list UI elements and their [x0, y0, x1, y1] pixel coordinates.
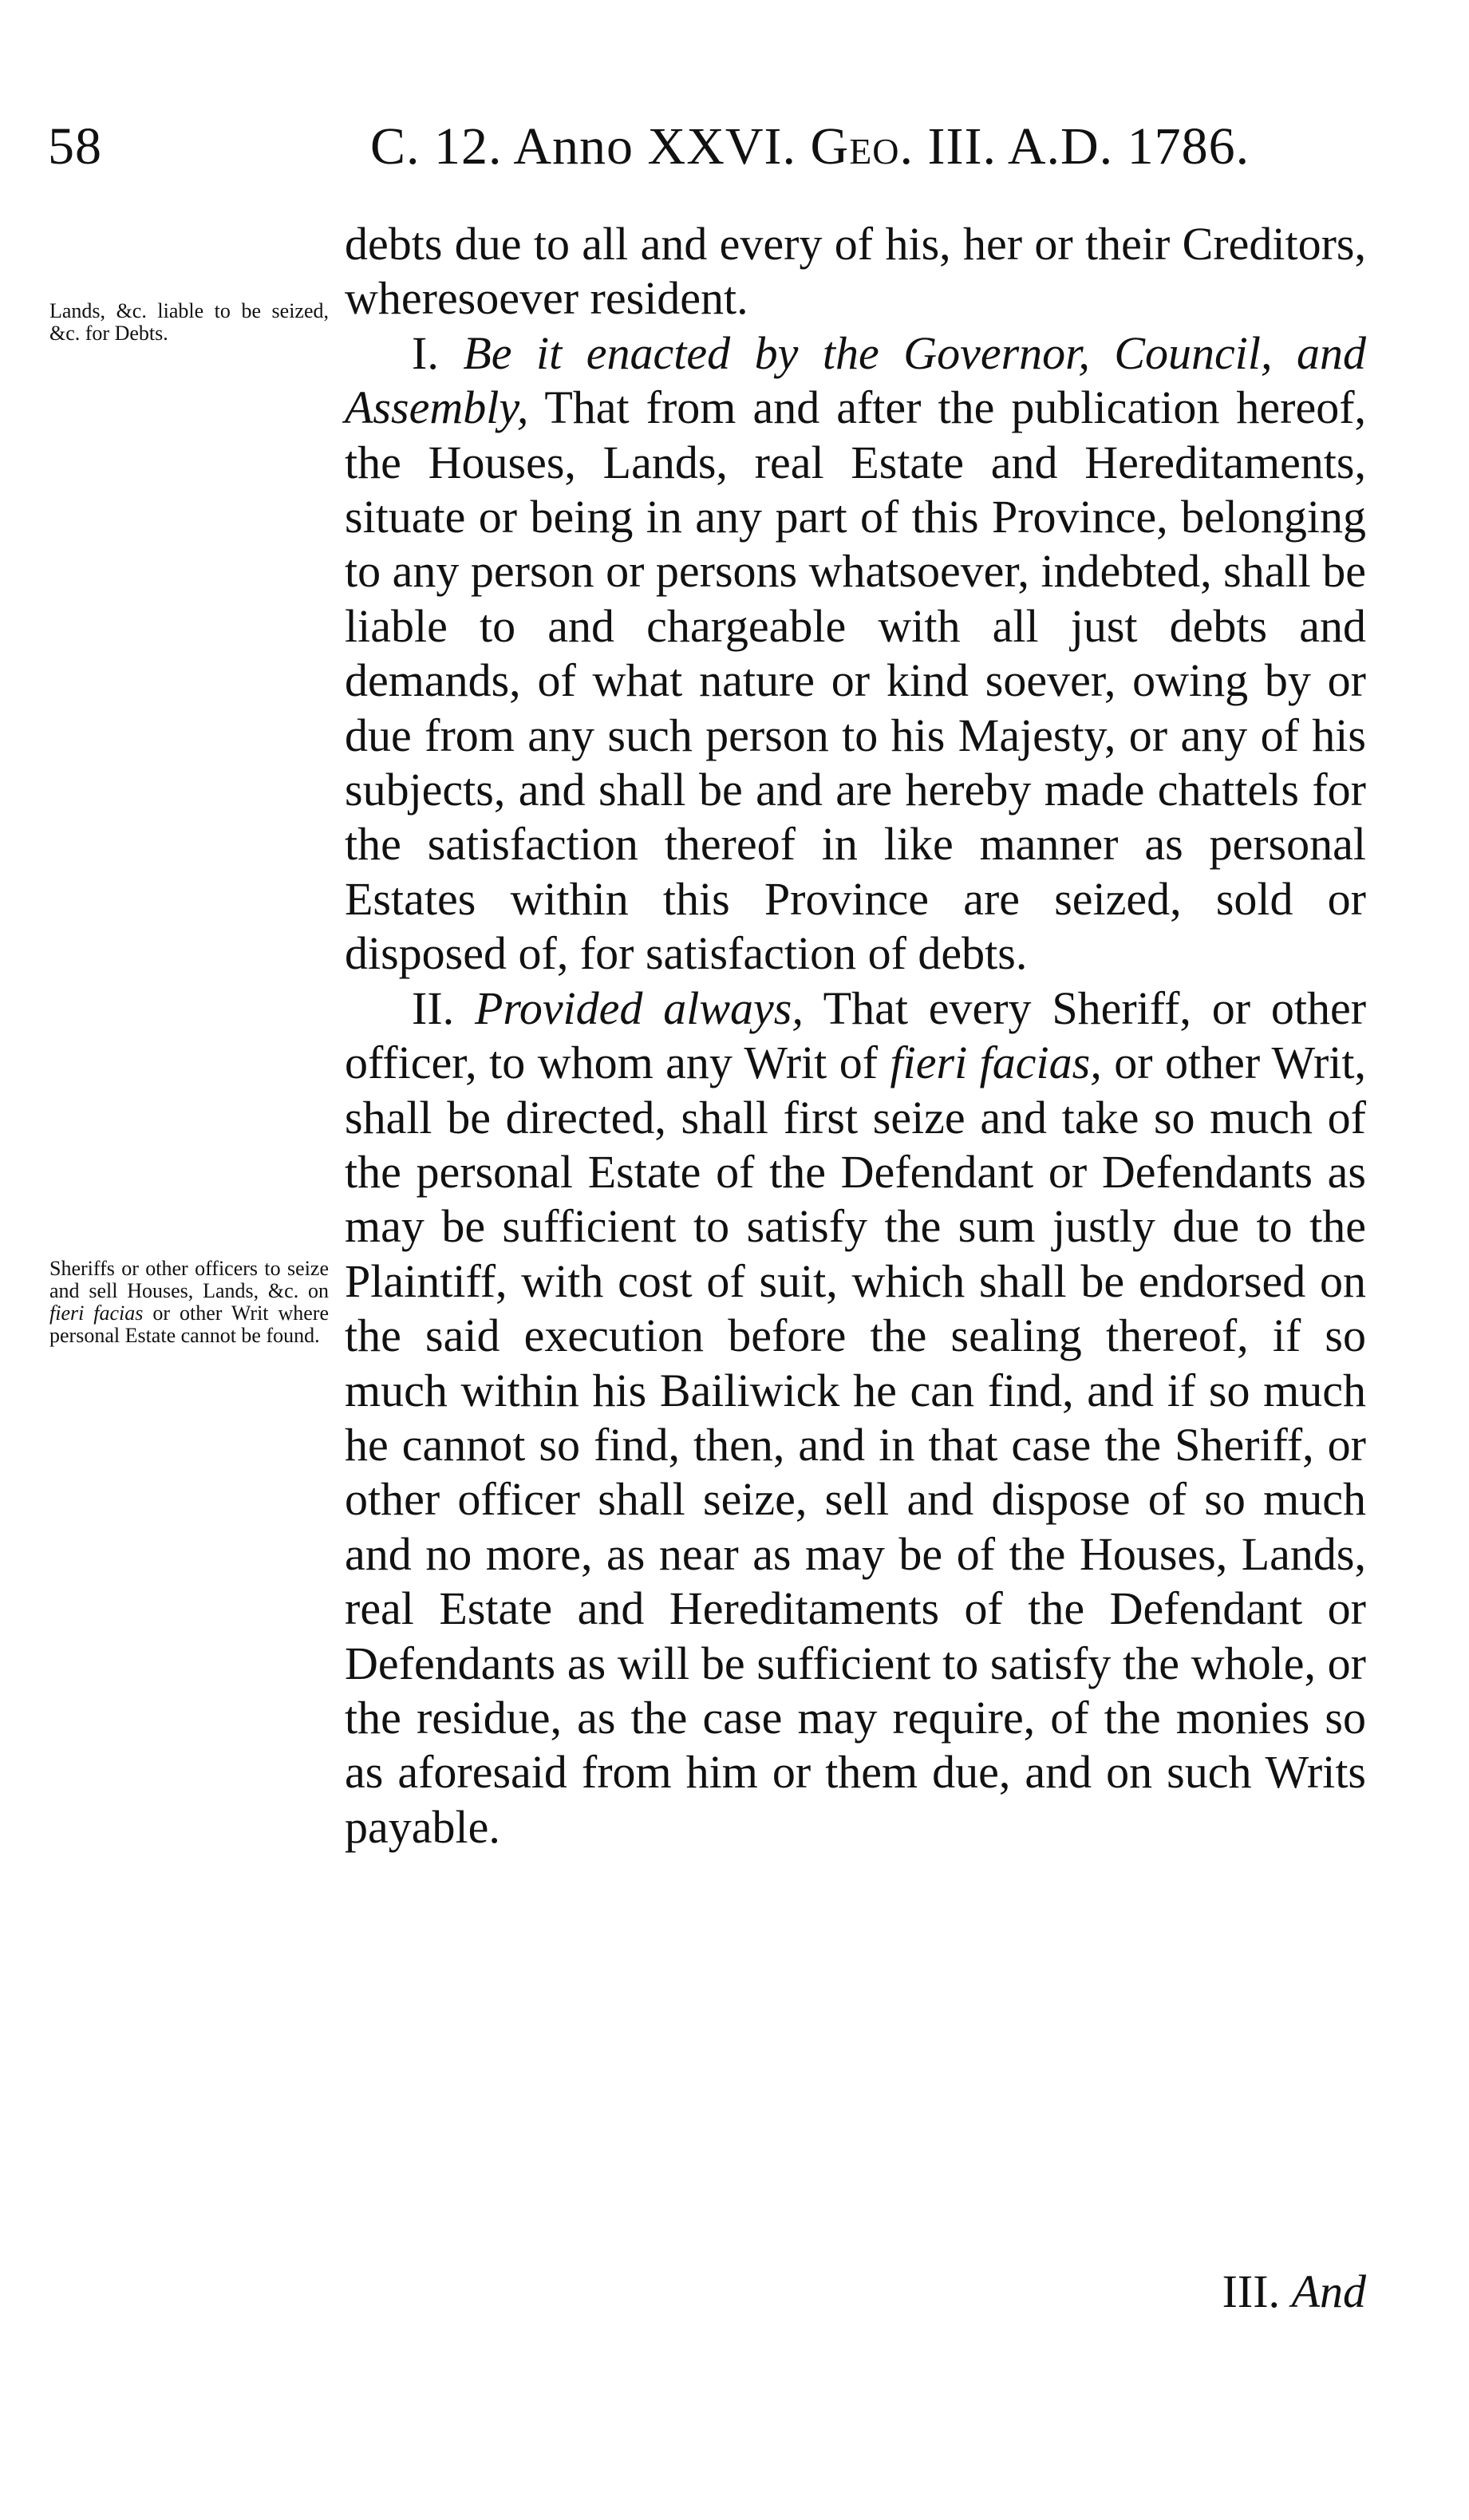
running-head	[48, 109, 1388, 185]
anno-ref: Anno XXVI.	[513, 117, 797, 176]
section-2-writ-name: fieri facias,	[890, 1037, 1102, 1089]
margin-note-sheriffs-italic: fieri facias	[49, 1301, 144, 1325]
section-1-number: I.	[412, 326, 439, 379]
year-ref: A.D. 1786.	[1007, 117, 1250, 176]
catchword-word: And	[1291, 2265, 1366, 2317]
section-2	[345, 982, 1366, 1855]
margin-note-sheriffs-b: or other Writ where personal Estate cannot be found.	[49, 1301, 330, 1347]
section-1	[345, 326, 1366, 982]
reign-ref: Geo. III.	[810, 117, 997, 176]
section-2-text-b: or other Writ, shall be directed, shall first seize and take so much of the personal Estate of the Defendant or Defendants as may be sufficient to satisfy the sum justly due to the Plaintiff, with cost of suit, which shall be endorsed on the said execution before the sealing thereof, if so much within his Bailiwick he can find, and if so much he cannot so find, then, and in that case the Sheriff, or other officer shall seize, sell and dispose of so much and no more, as near as may be of the Houses, Lands, real Estate and Hereditaments of the Defendant or Defendants as will be sufficient to satisfy the whole, or the residue, as the case may require, of the monies so as aforesaid from him or them due, and on such Writs payable.	[345, 1037, 1367, 1853]
margin-note-lands: Lands, &c. liable to be seized, &c. for Debts.	[49, 299, 329, 345]
section-2-proviso: Provided always,	[474, 982, 804, 1034]
margin-note-sheriffs	[49, 1258, 329, 1347]
section-2-text-a: That every Sheriff, or other officer, to whom any Writ of	[345, 982, 1367, 1089]
running-title	[370, 109, 1250, 185]
chapter-ref: C. 12.	[370, 117, 503, 176]
catchword	[1101, 2265, 1366, 2319]
section-1-text: That from and after the publication hereof, the Houses, Lands, real Estate and Hereditaments, situate or being in any part of this Province, belonging to any person or persons whatsoever, indebted, shall be liable to and chargeable with all just debts and demands, of what nature or kind soever, owing by or due from any such person to his Majesty, or any of his subjects, and shall be and are hereby made chattels for the satisfaction thereof in like manner as personal Estates within this Province are seized, sold or disposed of, for satisfaction of debts.	[345, 381, 1367, 980]
margin-note-sheriffs-a: Sheriffs or other officers to seize and sell Houses, Lands, &c. on	[49, 1257, 329, 1302]
body-text	[345, 217, 1366, 1854]
intro-paragraph: debts due to all and every of his, her or their Creditors, wheresoever resident.	[345, 218, 1366, 325]
catchword-number: III.	[1222, 2265, 1281, 2317]
section-2-number: II.	[412, 982, 455, 1034]
section-1-enacting-clause: Be it enacted by the Governor, Council, and Assembly,	[345, 326, 1366, 434]
page-number: 58	[48, 117, 102, 176]
